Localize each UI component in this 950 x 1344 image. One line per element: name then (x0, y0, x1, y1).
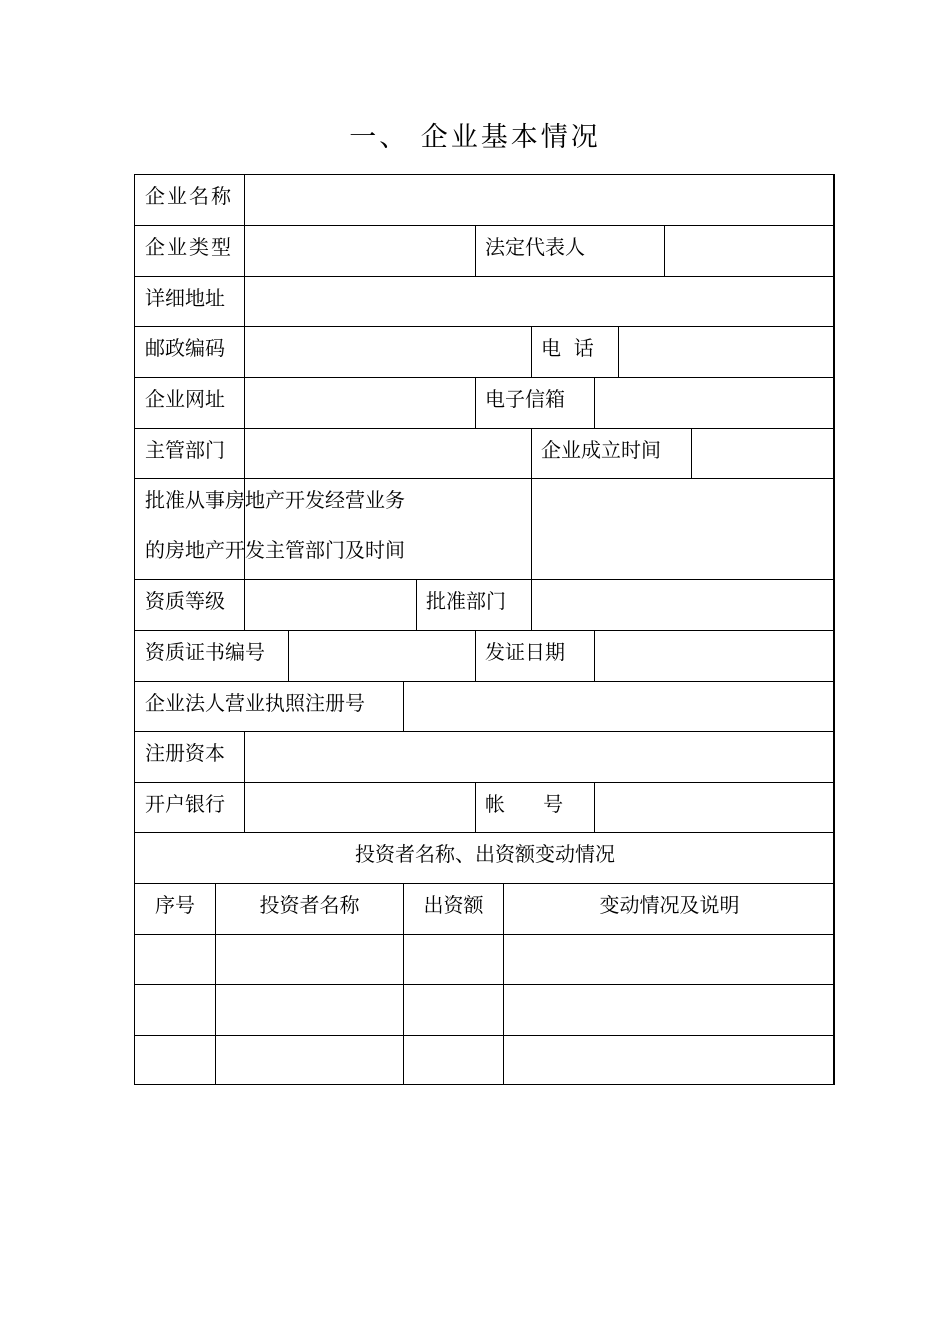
row-divider (135, 984, 835, 985)
label-issue-date: 发证日期 (485, 640, 565, 664)
col-divider (475, 377, 476, 428)
col-header-change-notes: 变动情况及说明 (599, 893, 740, 917)
label-approval-line-2: 的房地产开发主管部门及时间 (145, 538, 405, 562)
investor-section-title: 投资者名称、出资额变动情况 (355, 842, 615, 866)
col-divider (244, 175, 245, 579)
col-header-investor-name: 投资者名称 (259, 893, 360, 917)
label-license-no: 企业法人营业执照注册号 (145, 691, 365, 715)
label-founded-date: 企业成立时间 (541, 438, 661, 462)
col-divider (416, 579, 417, 630)
col-divider (531, 579, 532, 630)
row-divider (135, 428, 835, 429)
label-account: 帐 号 (485, 792, 564, 816)
col-divider (244, 731, 245, 833)
col-divider (475, 630, 476, 681)
row-divider (135, 883, 835, 884)
label-email: 电子信箱 (485, 387, 565, 411)
row-divider (135, 478, 835, 479)
col-divider (288, 630, 289, 681)
label-website: 企业网址 (145, 387, 225, 411)
col-header-contribution: 出资额 (423, 893, 484, 917)
row-divider (135, 681, 835, 682)
label-authority: 主管部门 (145, 438, 225, 462)
label-postal-code: 邮政编码 (145, 336, 225, 360)
col-divider (403, 681, 404, 731)
row-divider (135, 225, 835, 226)
row-divider (135, 934, 835, 935)
label-registered-capital: 注册资本 (145, 741, 225, 765)
col-divider (664, 225, 665, 276)
col-divider (618, 326, 619, 377)
col-divider (691, 428, 692, 478)
label-address: 详细地址 (145, 286, 225, 310)
enterprise-info-form (134, 174, 835, 1085)
col-divider (475, 225, 476, 276)
row-divider (135, 832, 835, 833)
row-divider (135, 731, 835, 732)
row-divider (135, 782, 835, 783)
row-divider (135, 377, 835, 378)
label-legal-representative: 法定代表人 (485, 235, 585, 259)
label-company-name: 企业名称 (145, 184, 233, 208)
row-divider (135, 579, 835, 580)
label-certificate-no: 资质证书编号 (145, 640, 265, 664)
col-divider (531, 428, 532, 579)
label-phone: 电 话 (541, 336, 594, 360)
label-approval-dept: 批准部门 (426, 589, 506, 613)
row-divider (135, 326, 835, 327)
col-divider (475, 782, 476, 832)
page-title: 一、 企业基本情况 (349, 122, 601, 153)
col-divider (531, 326, 532, 377)
row-divider (135, 630, 835, 631)
col-divider (594, 630, 595, 681)
label-approval-line-1: 批准从事房地产开发经营业务 (145, 488, 405, 512)
row-divider (135, 1035, 835, 1036)
label-qualification-level: 资质等级 (145, 589, 225, 613)
label-bank: 开户银行 (145, 792, 225, 816)
label-company-type: 企业类型 (145, 235, 233, 259)
col-divider (244, 579, 245, 630)
col-divider (594, 377, 595, 428)
col-divider (594, 782, 595, 832)
row-divider (135, 276, 835, 277)
col-header-index: 序号 (155, 893, 195, 917)
